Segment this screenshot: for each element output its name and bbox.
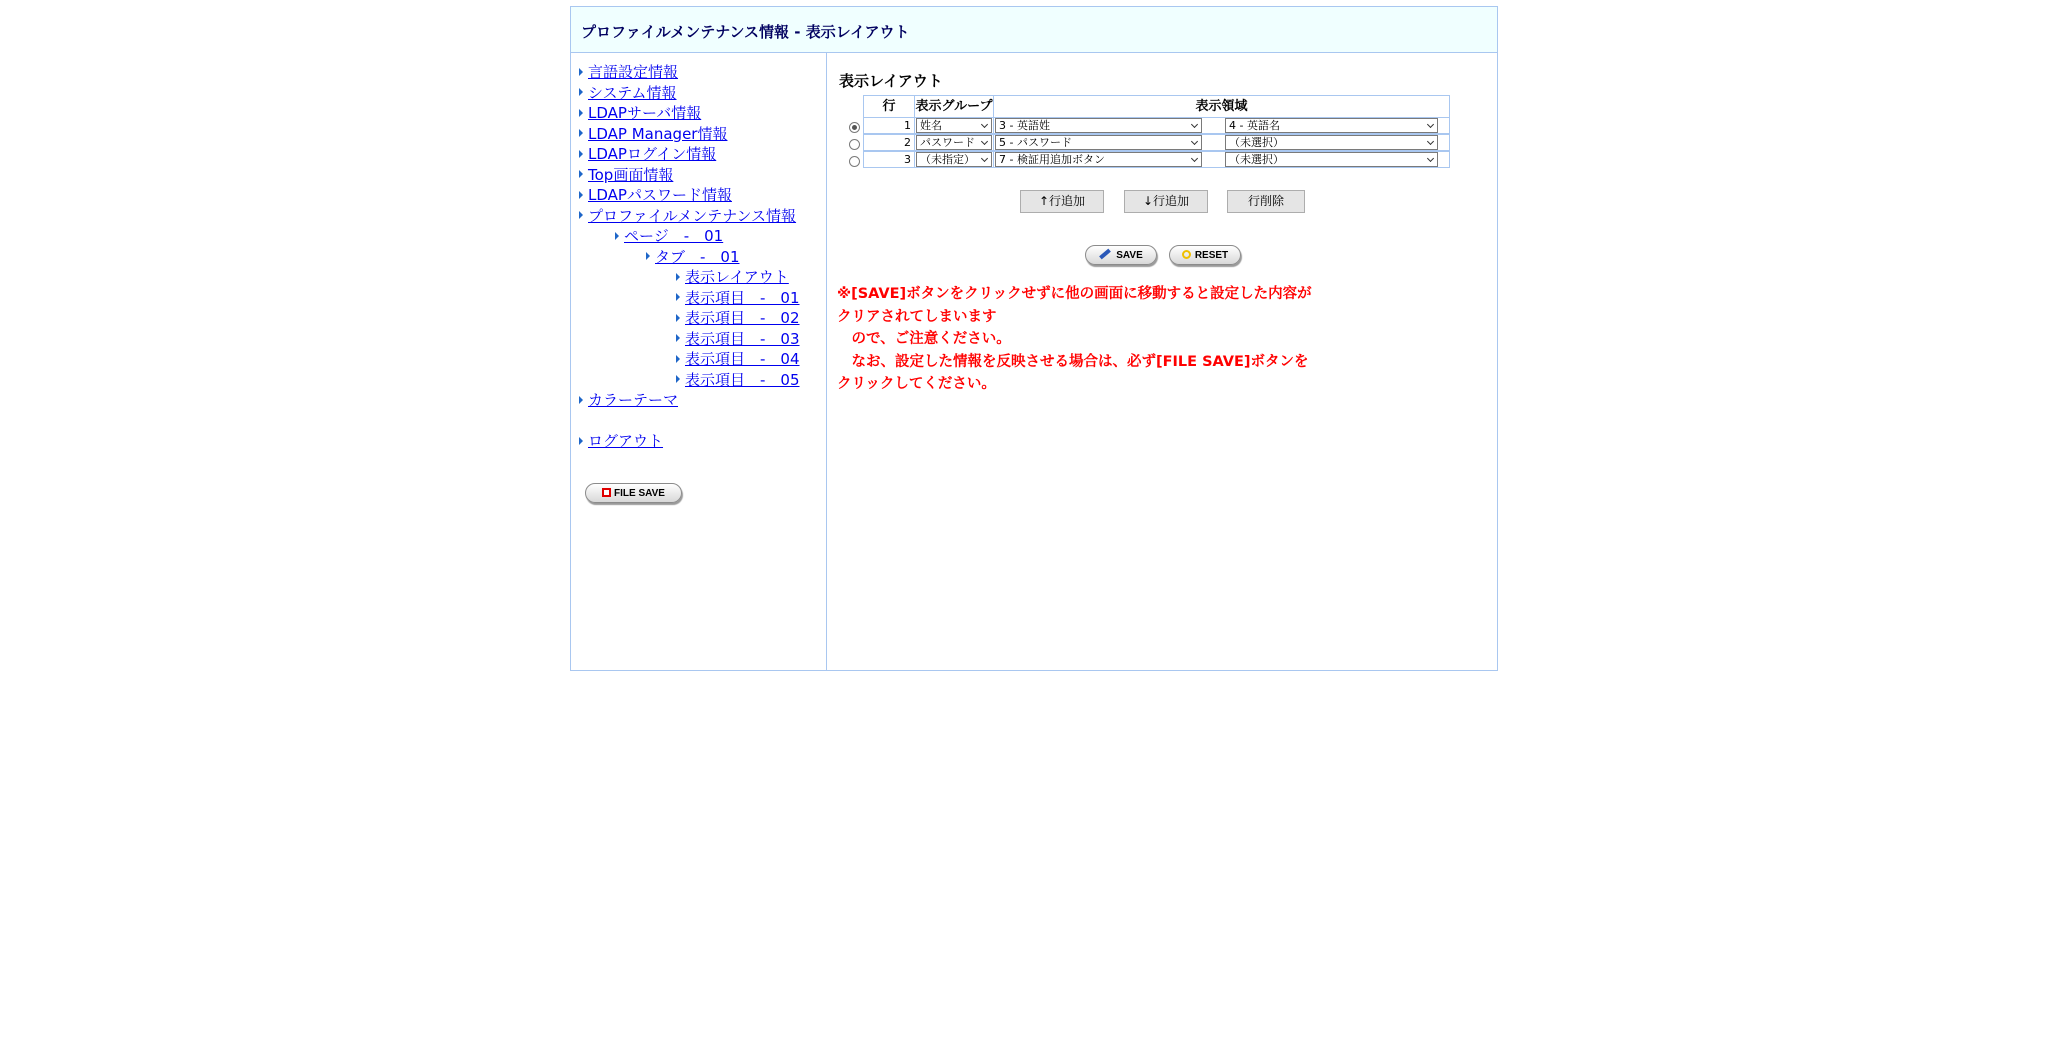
- arrow-right-icon: [579, 88, 583, 96]
- sidebar-item-display-item-01[interactable]: [676, 288, 800, 308]
- area1-select-value: 5 - パスワード: [999, 136, 1072, 149]
- reset-label: RESET: [1194, 250, 1229, 261]
- area1-select-value: 3 - 英語姓: [999, 119, 1050, 132]
- area2-select-value: （未選択）: [1229, 153, 1284, 166]
- sidebar-item-label[interactable]: ページ - 01: [624, 227, 724, 245]
- sidebar-item-ldap-server[interactable]: [579, 103, 701, 123]
- arrow-right-icon: [579, 68, 583, 76]
- arrow-right-icon: [615, 232, 619, 240]
- group-select[interactable]: [916, 118, 992, 133]
- arrow-right-icon: [579, 191, 583, 199]
- title-bar: [571, 7, 1497, 53]
- page-title: プロファイルメンテナンス情報 - 表示レイアウト: [581, 23, 910, 41]
- arrow-right-icon: [579, 170, 583, 178]
- chevron-down-icon: [981, 155, 988, 162]
- main-content: [827, 53, 1497, 670]
- warning-line: ので、ご注意ください。: [837, 331, 1011, 347]
- group-select-value: パスワード: [920, 136, 975, 149]
- row-select-radio[interactable]: [849, 156, 860, 167]
- sidebar-item-display-item-05[interactable]: [676, 370, 800, 390]
- area2-select[interactable]: [1225, 118, 1438, 133]
- file-save-button[interactable]: [585, 483, 682, 503]
- area2-select-value: 4 - 英語名: [1229, 119, 1280, 132]
- arrow-right-icon: [579, 437, 583, 445]
- sidebar-item-label[interactable]: 言語設定情報: [588, 63, 679, 81]
- area1-select[interactable]: [995, 118, 1202, 133]
- arrow-right-icon: [579, 396, 583, 404]
- chevron-down-icon: [981, 121, 988, 128]
- area1-select[interactable]: [995, 152, 1202, 167]
- page-frame: [570, 6, 1498, 671]
- arrow-right-icon: [579, 150, 583, 158]
- sidebar-item-label[interactable]: LDAPサーバ情報: [588, 104, 702, 122]
- sidebar-item-display-item-02[interactable]: [676, 308, 800, 328]
- add-row-below-button[interactable]: ↓行追加: [1124, 190, 1208, 213]
- file-save-icon: [602, 488, 611, 497]
- chevron-down-icon: [1427, 121, 1434, 128]
- sidebar-item-label[interactable]: 表示項目 - 02: [685, 309, 800, 327]
- reset-icon: [1182, 250, 1191, 259]
- group-select[interactable]: [916, 152, 992, 167]
- chevron-down-icon: [1191, 121, 1198, 128]
- sidebar-item-label[interactable]: LDAPパスワード情報: [588, 186, 732, 204]
- header-area: 表示領域: [993, 95, 1450, 118]
- arrow-right-icon: [676, 355, 680, 363]
- sidebar-item-page-01[interactable]: [615, 226, 723, 246]
- area1-select-value: 7 - 検証用追加ボタン: [999, 153, 1105, 166]
- row-select-radio[interactable]: [849, 122, 860, 133]
- arrow-right-icon: [646, 252, 650, 260]
- header-row: 行: [863, 95, 915, 118]
- row-number: 1: [863, 117, 915, 134]
- area2-select[interactable]: [1225, 152, 1438, 167]
- sidebar-item-label[interactable]: LDAPログイン情報: [588, 145, 717, 163]
- arrow-right-icon: [579, 129, 583, 137]
- layout-table: [827, 95, 1467, 175]
- chevron-down-icon: [1191, 155, 1198, 162]
- sidebar: [571, 53, 827, 670]
- area1-select[interactable]: [995, 135, 1202, 150]
- sidebar-item-label[interactable]: システム情報: [588, 83, 677, 102]
- sidebar-item-ldap-login[interactable]: [579, 144, 716, 164]
- sidebar-item-display-layout[interactable]: [676, 267, 789, 287]
- sidebar-item-ldap-manager[interactable]: [579, 124, 727, 144]
- sidebar-item-color-theme[interactable]: [579, 390, 678, 410]
- arrow-right-icon: [676, 334, 680, 342]
- arrow-right-icon: [676, 273, 680, 281]
- sidebar-item-label[interactable]: LDAP Manager情報: [588, 124, 728, 143]
- warning-line: ※[SAVE]ボタンをクリックせずに他の画面に移動すると設定した内容がクリアされてしまいます: [837, 286, 1312, 325]
- sidebar-item-label[interactable]: 表示項目 - 04: [685, 350, 800, 368]
- sidebar-item-language[interactable]: [579, 62, 678, 82]
- warning-message: [837, 283, 1323, 396]
- save-label: SAVE: [1116, 250, 1143, 261]
- sidebar-item-label[interactable]: ログアウト: [588, 432, 664, 450]
- section-title: 表示レイアウト: [839, 72, 943, 90]
- row-number: 2: [863, 134, 915, 151]
- sidebar-item-label[interactable]: 表示項目 - 01: [685, 288, 800, 307]
- chevron-down-icon: [1191, 138, 1198, 145]
- sidebar-item-label[interactable]: プロファイルメンテナンス情報: [588, 206, 797, 225]
- chevron-down-icon: [981, 138, 988, 145]
- row-number: 3: [863, 151, 915, 168]
- reset-button[interactable]: [1169, 245, 1241, 265]
- sidebar-item-label[interactable]: 表示項目 - 03: [685, 329, 800, 348]
- row-select-radio[interactable]: [849, 139, 860, 150]
- sidebar-item-label[interactable]: カラーテーマ: [588, 391, 679, 409]
- chevron-down-icon: [1427, 138, 1434, 145]
- delete-row-button[interactable]: 行削除: [1227, 190, 1305, 213]
- sidebar-item-ldap-password[interactable]: [579, 185, 732, 205]
- group-select-value: （未指定）: [920, 153, 975, 166]
- save-button[interactable]: [1085, 245, 1157, 265]
- sidebar-item-top-screen[interactable]: [579, 165, 673, 185]
- arrow-right-icon: [676, 375, 680, 383]
- sidebar-item-tab-01[interactable]: [646, 247, 740, 267]
- warning-line: なお、設定した情報を反映させる場合は、必ず[FILE SAVE]ボタンをクリックしてください。: [837, 353, 1309, 392]
- sidebar-item-label[interactable]: 表示レイアウト: [685, 268, 789, 286]
- arrow-right-icon: [579, 109, 583, 117]
- file-save-label: FILE SAVE: [614, 488, 665, 499]
- arrow-right-icon: [579, 211, 583, 219]
- sidebar-item-label[interactable]: Top画面情報: [588, 165, 674, 184]
- arrow-right-icon: [676, 314, 680, 322]
- chevron-down-icon: [1427, 155, 1434, 162]
- sidebar-item-display-item-04[interactable]: [676, 349, 800, 369]
- area2-select[interactable]: [1225, 135, 1438, 150]
- sidebar-item-label[interactable]: タブ - 01: [655, 247, 740, 266]
- header-group: 表示グループ: [914, 95, 994, 118]
- pencil-icon: [1099, 249, 1111, 260]
- group-select-value: 姓名: [920, 119, 942, 132]
- sidebar-item-display-item-03[interactable]: [676, 329, 800, 349]
- area2-select-value: （未選択）: [1229, 136, 1284, 149]
- sidebar-item-system[interactable]: [579, 83, 677, 103]
- sidebar-item-profile-maintenance[interactable]: [579, 206, 796, 226]
- add-row-above-button[interactable]: ↑行追加: [1020, 190, 1104, 213]
- arrow-right-icon: [676, 293, 680, 301]
- group-select[interactable]: [916, 135, 992, 150]
- sidebar-item-label[interactable]: 表示項目 - 05: [685, 370, 800, 389]
- sidebar-item-logout[interactable]: [579, 431, 663, 451]
